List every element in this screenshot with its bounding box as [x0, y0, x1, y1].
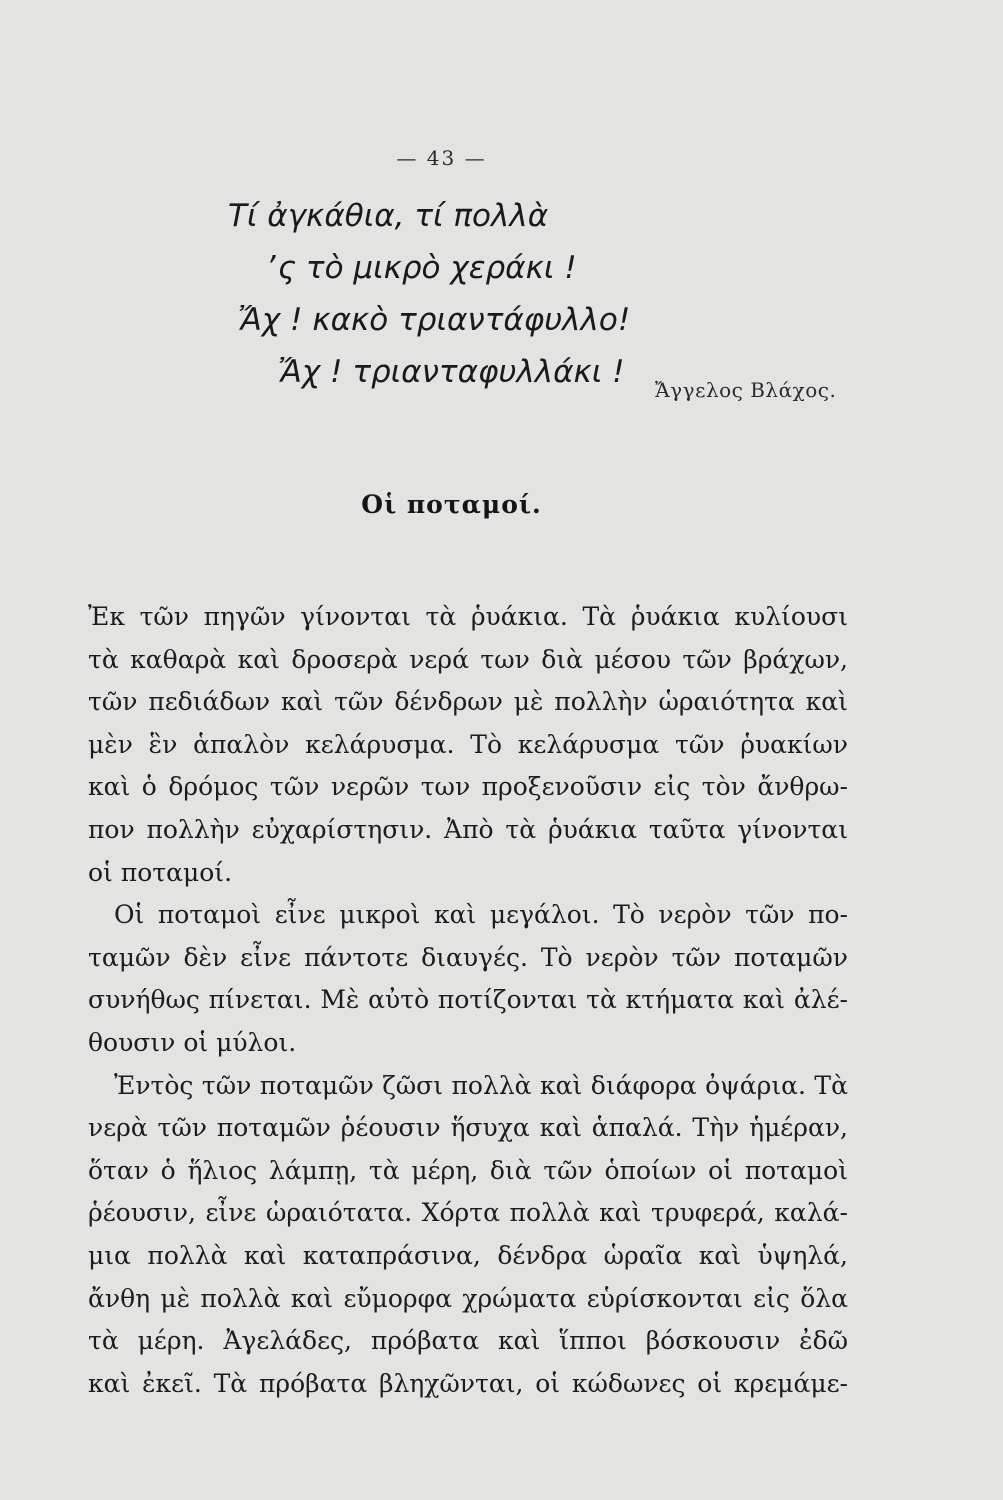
- text-line: πον πολλὴν εὐχαρίστησιν. Ἀπὸ τὰ ῥυάκια ταῦτα γίνονται: [88, 814, 848, 844]
- page-number: — 43 —: [396, 146, 487, 170]
- poem-line: Ἄχ ! τριανταφυλλάκι !: [278, 354, 625, 390]
- poem-line: Τί ἀγκάθια, τί πολλὰ: [228, 198, 549, 234]
- text-line: ἄνθη μὲ πολλὰ καὶ εὔμορφα χρώματα εὑρίσκονται εἰς ὅλα: [88, 1283, 848, 1313]
- text-line: Ἐντὸς τῶν ποταμῶν ζῶσι πολλὰ καὶ διάφορα ὀψάρια. Τὰ: [114, 1070, 848, 1100]
- text-line: τὰ μέρη. Ἀγελάδες, πρόβατα καὶ ἵπποι βόσκουσιν ἐδῶ: [88, 1326, 848, 1356]
- poem-attribution: Ἄγγελος Βλάχος.: [655, 378, 837, 402]
- text-line: καὶ ἐκεῖ. Τὰ πρόβατα βληχῶνται, οἱ κώδωνες οἱ κρεμάμε-: [88, 1368, 848, 1398]
- text-line: ταμῶν δὲν εἶνε πάντοτε διαυγές. Τὸ νερὸν τῶν ποταμῶν: [88, 942, 848, 972]
- text-line: μὲν ἓν ἁπαλὸν κελάρυσμα. Τὸ κελάρυσμα τῶν ῥυακίων: [88, 729, 848, 759]
- text-line: καὶ ὁ δρόμος τῶν νερῶν των προξενοῦσιν εἰς τὸν ἄνθρω-: [88, 772, 848, 802]
- text-line: ῥέουσιν, εἶνε ὡραιότατα. Χόρτα πολλὰ καὶ τρυφερά, καλά-: [88, 1198, 848, 1228]
- section-title: Οἱ ποταμοί.: [361, 490, 542, 519]
- poem-stanza: [228, 190, 630, 398]
- text-line: ὅταν ὁ ἥλιος λάμπῃ, τὰ μέρη, διὰ τῶν ὁποίων οἱ ποταμοὶ: [88, 1155, 848, 1185]
- text-line: νερὰ τῶν ποταμῶν ῥέουσιν ἥσυχα καὶ ἁπαλά. Τὴν ἡμέραν,: [88, 1113, 848, 1143]
- text-line: μια πολλὰ καὶ καταπράσινα, δένδρα ὡραῖα καὶ ὑψηλά,: [88, 1240, 848, 1270]
- text-line: Οἱ ποταμοὶ εἶνε μικροὶ καὶ μεγάλοι. Τὸ νερὸν τῶν πο-: [114, 900, 848, 930]
- text-line: τὰ καθαρὰ καὶ δροσερὰ νερά των διὰ μέσου τῶν βράχων,: [88, 644, 848, 674]
- body-text: [88, 596, 848, 1405]
- poem-line: Ἄχ ! κακὸ τριαντάφυλλο!: [238, 302, 631, 338]
- text-line: τῶν πεδιάδων καὶ τῶν δένδρων μὲ πολλὴν ὡραιότητα καὶ: [88, 687, 848, 717]
- text-line: θουσιν οἱ μύλοι.: [88, 1027, 297, 1057]
- poem-line: ʼς τὸ μικρὸ χεράκι !: [268, 250, 577, 286]
- text-line: οἱ ποταμοί.: [88, 857, 233, 887]
- text-line: συνήθως πίνεται. Μὲ αὐτὸ ποτίζονται τὰ κτήματα καὶ ἀλέ-: [88, 985, 848, 1015]
- text-line: Ἐκ τῶν πηγῶν γίνονται τὰ ῥυάκια. Τὰ ῥυάκια κυλίουσι: [88, 602, 848, 631]
